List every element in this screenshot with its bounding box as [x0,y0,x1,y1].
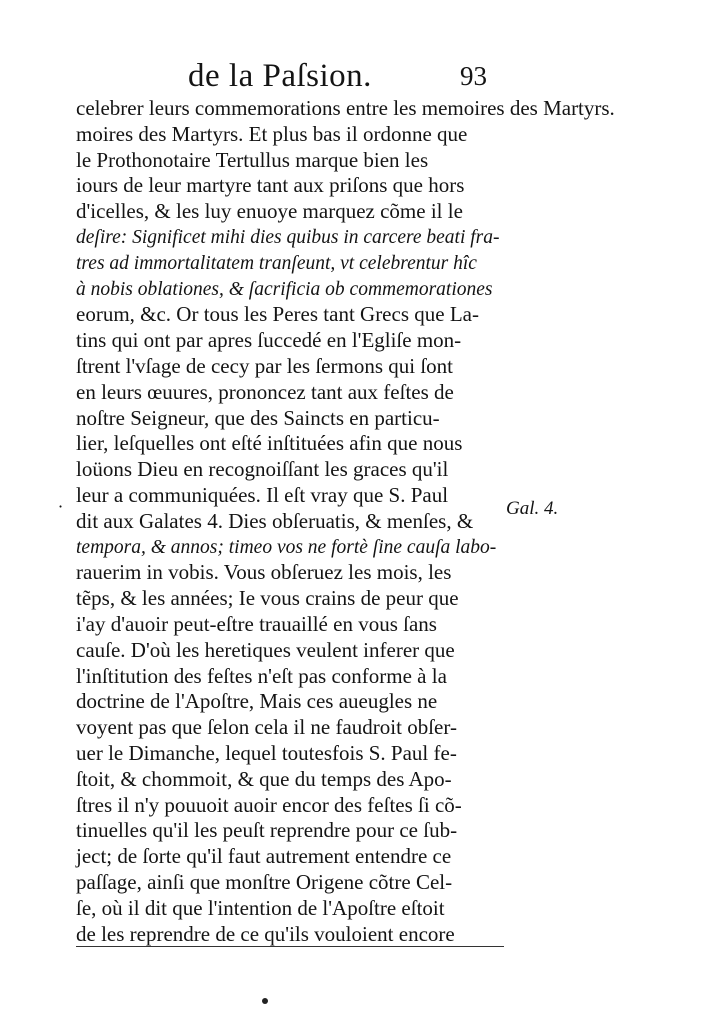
text-line: uer le Dimanche, lequel toutesfois S. Paul fe- [76,740,457,765]
text-line: ſtoit, & chommoit, & que du temps des Apo- [76,766,452,791]
margin-note: Gal. 4. [506,498,559,519]
text-line: tẽps, & les années; Ie vous crains de peur que [76,586,459,611]
signature-mark [262,998,268,1004]
text-line: noſtre Seigneur, que des Saincts en particu- [76,405,440,430]
text-line: doctrine de l'Apoſtre, Mais ces aueugles ne [76,689,438,714]
text-line: paſſage, ainſi que monſtre Origene cõtre Cel- [76,869,453,894]
text-line: d'icelles, & les luy enuoye marquez cõme il le [76,199,463,224]
text-line: en leurs œuures, prononcez tant aux feſtes de [76,379,454,404]
text-line: iours de leur martyre tant aux priſons que hors [76,173,465,198]
text-line: ſtrent l'vſage de cecy par les ſermons qui ſont [76,353,453,378]
running-title: de la Paſsion. [188,58,372,94]
text-line: tinuelles qu'il les peuſt reprendre pour ce ſub- [76,818,458,843]
text-line: lier, leſquelles ont eſté inſtituées afin que nous [76,431,463,456]
text-line: leur a communiquées. Il eſt vray que S. Paul [76,482,449,507]
page-number: 93 [460,61,487,91]
text-line: ſtres il n'y pouuoit auoir encor des feſtes ſi cõ- [76,792,462,817]
text-line: loüons Dieu en recognoiſſant les graces qu'il [76,457,449,482]
text-line: ject; de ſorte qu'il faut autrement entendre ce [76,844,452,869]
text-line: deſire: Significet mihi dies quibus in carcere beati fra- [76,226,500,248]
margin-dot: · [58,497,64,516]
text-line: i'ay d'auoir peut-eſtre trauaillé en vous ſans [76,611,437,636]
text-line: tins qui ont par apres ſuccedé en l'Egliſe mon- [76,328,462,353]
text-line: à nobis oblationes, & ſacrificia ob commemorationes [76,278,493,300]
text-line: tempora, & annos; timeo vos ne fortè ſine cauſa labo- [76,536,497,558]
text-line: rauerim in vobis. Vous obſeruez les mois, les [76,560,452,585]
text-line: eorum, &c. Or tous les Peres tant Grecs que La- [76,302,479,327]
text-line: le Prothonotaire Tertullus marque bien les [76,147,429,172]
text-line: ſe, où il dit que l'intention de l'Apoſtre eſtoit [76,895,445,920]
text-line: dit aux Galates 4. Dies obſeruatis, & menſes, & [76,508,474,533]
text-line: tres ad immortalitatem tranſeunt, vt celebrentur hîc [76,252,477,274]
text-line: cauſe. D'où les heretiques veulent inferer que [76,637,455,662]
text-line: celebrer leurs commemorations entre les memoires des Martyrs. [76,96,615,120]
text-line-catchline: de les reprendre de ce qu'ils vouloient encore [76,922,504,948]
text-line: moires des Martyrs. Et plus bas il ordonne que [76,121,468,146]
text-line: voyent pas que ſelon cela il ne faudroit obſer- [76,715,457,740]
text-line: l'inſtitution des feſtes n'eſt pas conforme à la [76,663,447,688]
